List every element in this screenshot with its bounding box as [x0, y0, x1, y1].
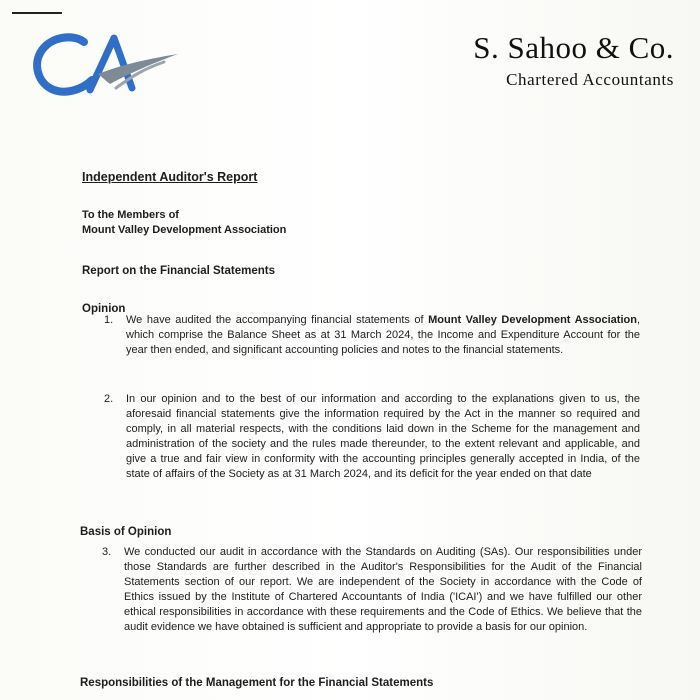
paragraph-text-pre: We have audited the accompanying financial statements of [126, 314, 429, 326]
entity-name: Mount Valley Development Association [428, 314, 637, 326]
paragraph-number: 2. [104, 393, 114, 405]
paragraph-text: We conducted our audit in accordance with the Standards on Auditing (SAs). Our responsibilities under those Standards are further described in the Auditor's Responsibilities for the Audit of the Financial Statements section of our report. We are independent of the Society in accordance with the Code of Ethics issued by the Institute of Chartered Accountants of India ('ICAI') and we have fulfilled our other ethical responsibilities in accordance with these requirements and the Code of Ethics. We believe that the audit evidence we have obtained is sufficient and appropriate to provide a basis for our opinion. [124, 546, 642, 633]
paragraph-text-post: , which comprise the Balance Sheet as at 31 March 2024, the Income and Expenditure Account for the year then ended, and significant accounting policies and notes to the financial statements. [126, 314, 640, 356]
firm-subtitle: Chartered Accountants [506, 70, 674, 89]
firm-name: S. Sahoo & Co. [473, 30, 674, 65]
paragraph-number: 1. [104, 314, 114, 326]
addressee-line-1: To the Members of [82, 209, 179, 221]
addressee-line-2: Mount Valley Development Association [82, 224, 287, 236]
paragraph-text: In our opinion and to the best of our information and according to the explanations given to us, the aforesaid financial statements give the information required by the Act in the manner so required and comply, in all material respects, with the conditions laid down in the Scheme for the management and administration of the society and the rules made thereunder, to the extent relevant and applicable, and give a true and fair view in conformity with the accounting principles generally accepted in India, of the state of affairs of the Society as at 31 March 2024, and its deficit for the year ended on that date [126, 393, 640, 480]
addressee [82, 208, 286, 238]
section-heading: Report on the Financial Statements [82, 265, 275, 277]
paragraph-2 [104, 392, 640, 482]
paragraph-number: 3. [102, 546, 112, 558]
responsibilities-heading: Responsibilities of the Management for the Financial Statements [80, 677, 434, 689]
opinion-heading: Opinion [82, 303, 126, 315]
basis-heading: Basis of Opinion [80, 526, 172, 538]
paragraph-1 [104, 313, 640, 358]
ca-logo-icon [28, 28, 188, 100]
top-rule [12, 12, 62, 14]
paragraph-3 [102, 545, 642, 635]
report-title: Independent Auditor's Report [82, 170, 258, 184]
firm-header [473, 30, 674, 90]
